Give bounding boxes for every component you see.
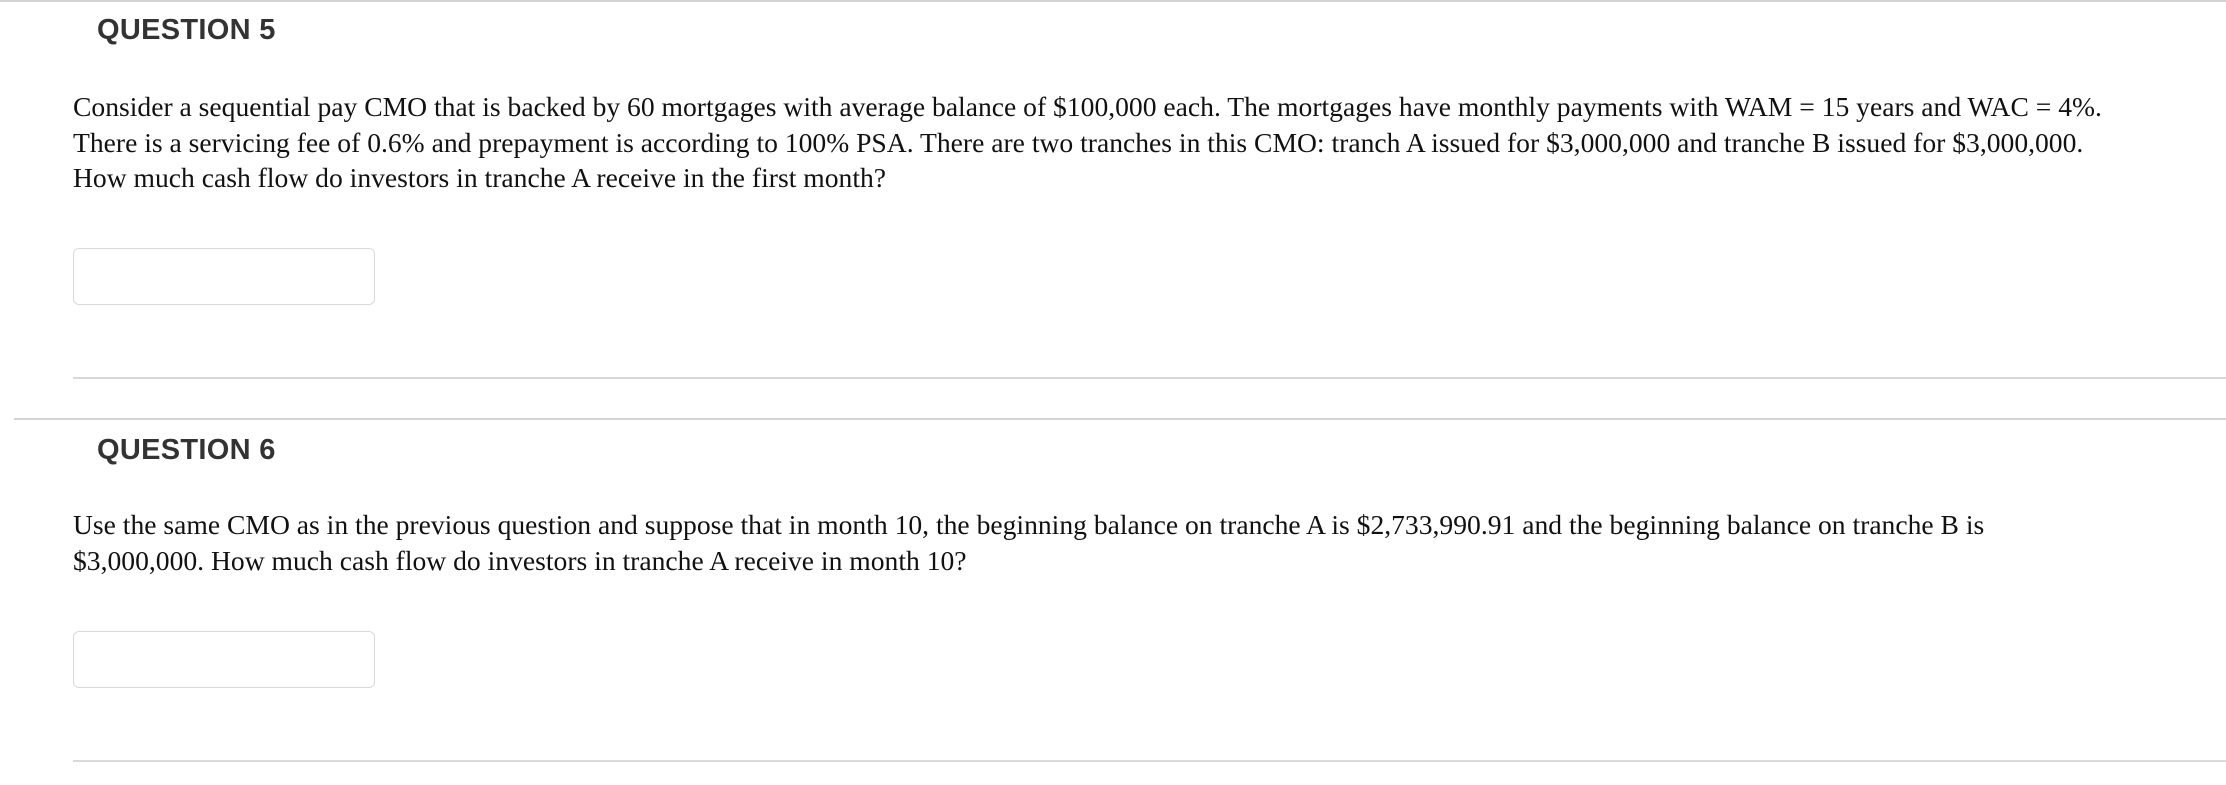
question-5-answer-input[interactable] (73, 248, 375, 305)
question-6-answer-input[interactable] (73, 631, 375, 688)
question-6-bottom-divider (73, 760, 2226, 762)
question-6-top-divider (14, 418, 2226, 420)
question-5-top-divider (0, 0, 2226, 2)
question-6-text: Use the same CMO as in the previous question and suppose that in month 10, the beginning balance on tranche A is $2,733,990.91 and the beginning balance on tranche B is $3,000,000. How much cash flow do investors in tranche A receive in month 10? (73, 509, 1985, 576)
question-5-bottom-divider (73, 377, 2226, 379)
question-6-heading: QUESTION 6 (97, 434, 276, 466)
question-5-text: Consider a sequential pay CMO that is backed by 60 mortgages with average balance of $100,000 each. The mortgages have monthly payments with WAM = 15 years and WAC = 4%. There is a servicing fee of 0.6% and prepayment is according to 100% PSA. There are two tranches in this CMO: tranch A issued for $3,000,000 and tranche B issued for $3,000,000. How much cash flow do investors in tranche A receive in the first month? (73, 91, 2102, 193)
question-5-heading: QUESTION 5 (97, 14, 276, 46)
